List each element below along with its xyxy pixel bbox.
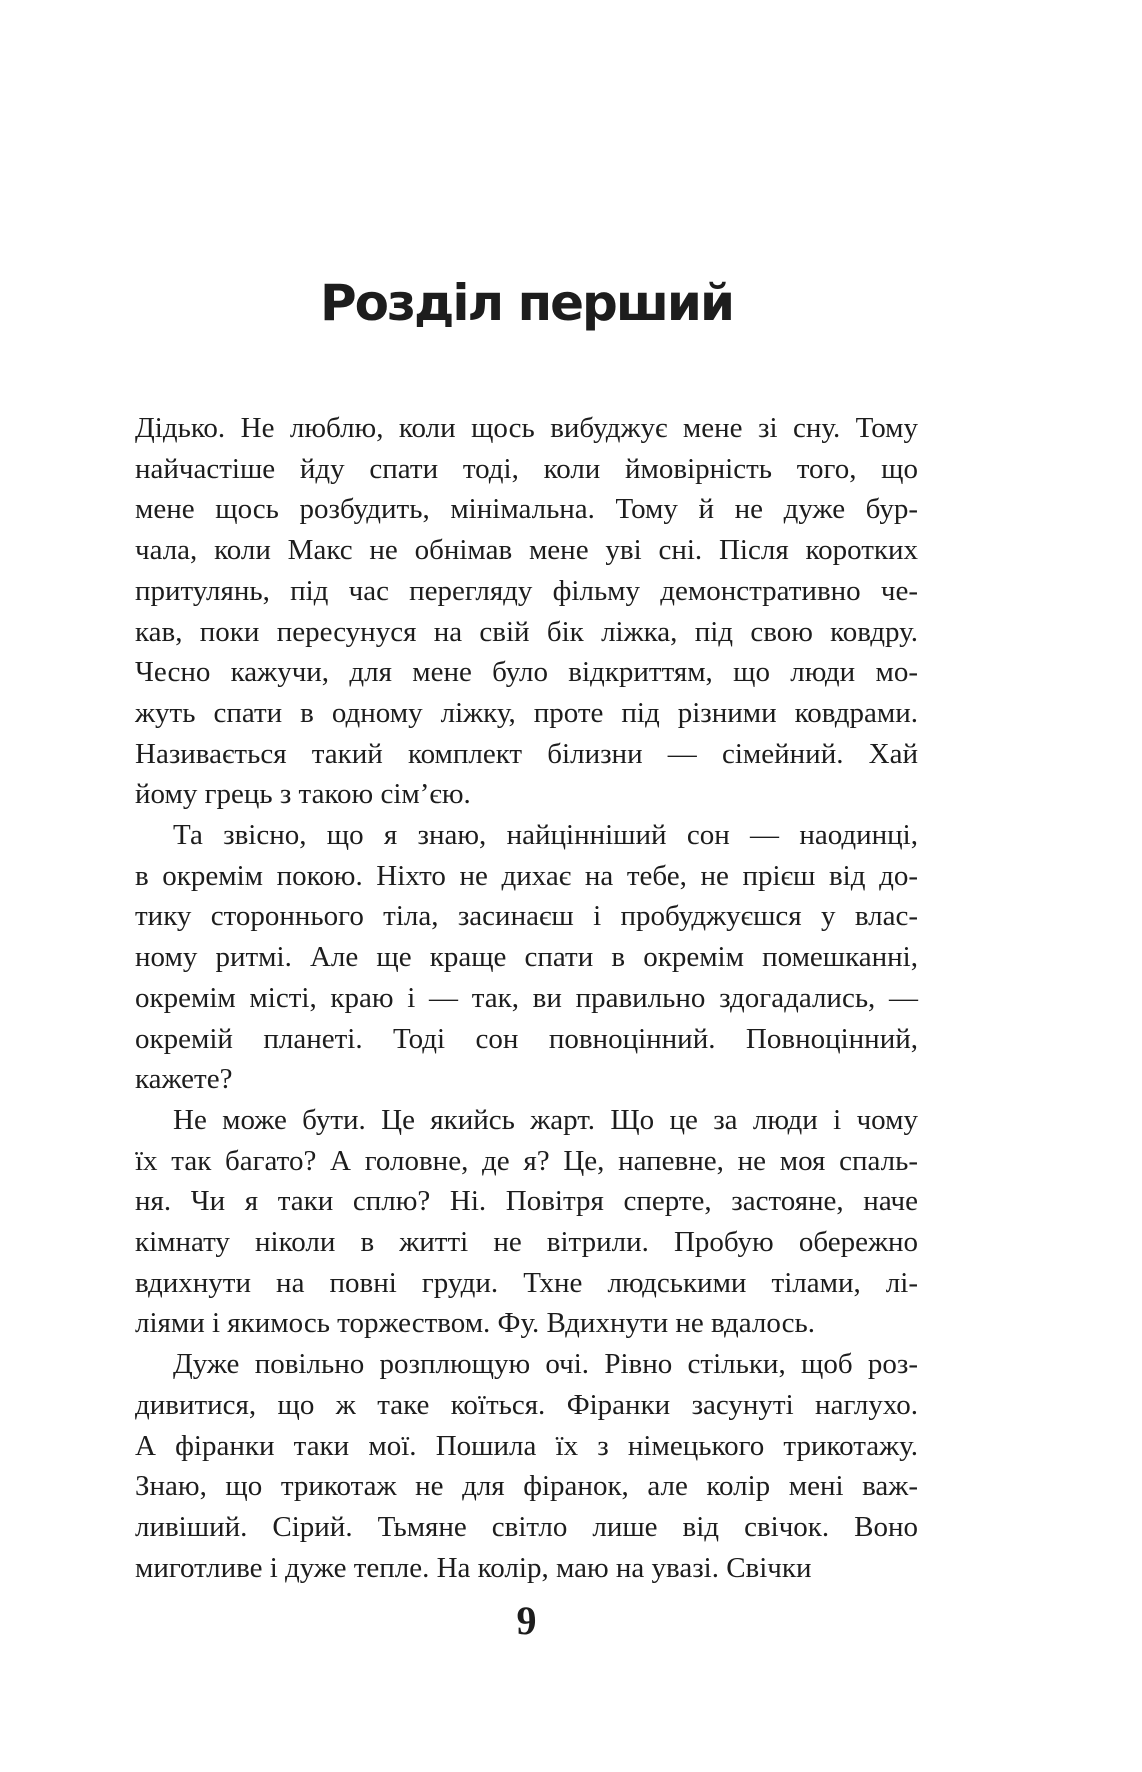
- text-line: йому грець з такою сім’єю.: [135, 778, 471, 811]
- text-line: вдихнути на повні груди. Тхне людськими тілами, лі-: [135, 1266, 918, 1299]
- text-line: кав, поки пересунуся на свій бік ліжка, під свою ковдру.: [135, 615, 918, 648]
- text-line: ному ритмі. Але ще краще спати в окремім помешканні,: [135, 941, 918, 974]
- text-line: миготливе і дуже тепле. На колір, маю на увазі. Свічки: [135, 1551, 812, 1584]
- text-line: їх так багато? А головне, де я? Це, напевне, не моя спаль-: [135, 1144, 918, 1177]
- text-line: окремій планеті. Тоді сон повноцінний. Повноцінний,: [135, 1022, 918, 1055]
- page-number: 9: [516, 1598, 537, 1643]
- paragraph: [135, 815, 918, 1100]
- text-line: чала, коли Макс не обнімав мене уві сні. Після коротких: [135, 534, 918, 567]
- paragraph: [135, 1344, 918, 1588]
- text-line: Дідько. Не люблю, коли щось вибуджує мене зі сну. Тому: [135, 412, 918, 444]
- text-line: Називається такий комплект білизни — сімейний. Хай: [135, 737, 918, 770]
- paragraph: [135, 1100, 918, 1344]
- paragraph: [135, 408, 918, 815]
- text-line: кімнату ніколи в житті не вітрили. Пробую обережно: [135, 1226, 918, 1259]
- chapter-title: Розділ перший: [319, 274, 733, 332]
- text-line: Та звісно, що я знаю, найцінніший сон — наодинці,: [173, 819, 918, 852]
- text-line: ня. Чи я таки сплю? Ні. Повітря сперте, застояне, наче: [135, 1185, 918, 1218]
- text-line: кажете?: [135, 1063, 233, 1096]
- text-line: Знаю, що трикотаж не для фіранок, але колір мені важ-: [135, 1470, 918, 1503]
- text-line: дивитися, що ж таке коїться. Фіранки засунуті наглухо.: [135, 1388, 918, 1421]
- text-line: найчастіше йду спати тоді, коли ймовірність того, що: [135, 452, 918, 485]
- text-line: Дуже повільно розплющую очі. Рівно стільки, щоб роз-: [173, 1348, 918, 1381]
- text-line: Не може бути. Це якийсь жарт. Що це за люди і чому: [173, 1103, 918, 1136]
- text-line: ліями і якимось торжеством. Фу. Вдихнути не вдалось.: [135, 1307, 815, 1340]
- text-line: жуть спати в одному ліжку, проте під різними ковдрами.: [135, 696, 918, 729]
- text-line: притулянь, під час перегляду фільму демонстративно че-: [135, 574, 918, 607]
- text-line: мене щось розбудить, мінімальна. Тому й не дуже бур-: [135, 493, 918, 526]
- text-line: тику стороннього тіла, засинаєш і пробуджуєшся у влас-: [135, 900, 918, 933]
- body-text: [135, 408, 918, 1588]
- text-line: окремім місті, краю і — так, ви правильно здогадались, —: [135, 981, 918, 1014]
- text-line: А фіранки таки мої. Пошила їх з німецького трикотажу.: [135, 1429, 918, 1462]
- text-line: ливіший. Сірий. Тьмяне світло лише від свічок. Воно: [135, 1510, 918, 1543]
- text-line: Чесно кажучи, для мене було відкриттям, що люди мо-: [135, 656, 918, 689]
- text-line: в окремім покою. Ніхто не дихає на тебе, не прієш від до-: [135, 859, 918, 892]
